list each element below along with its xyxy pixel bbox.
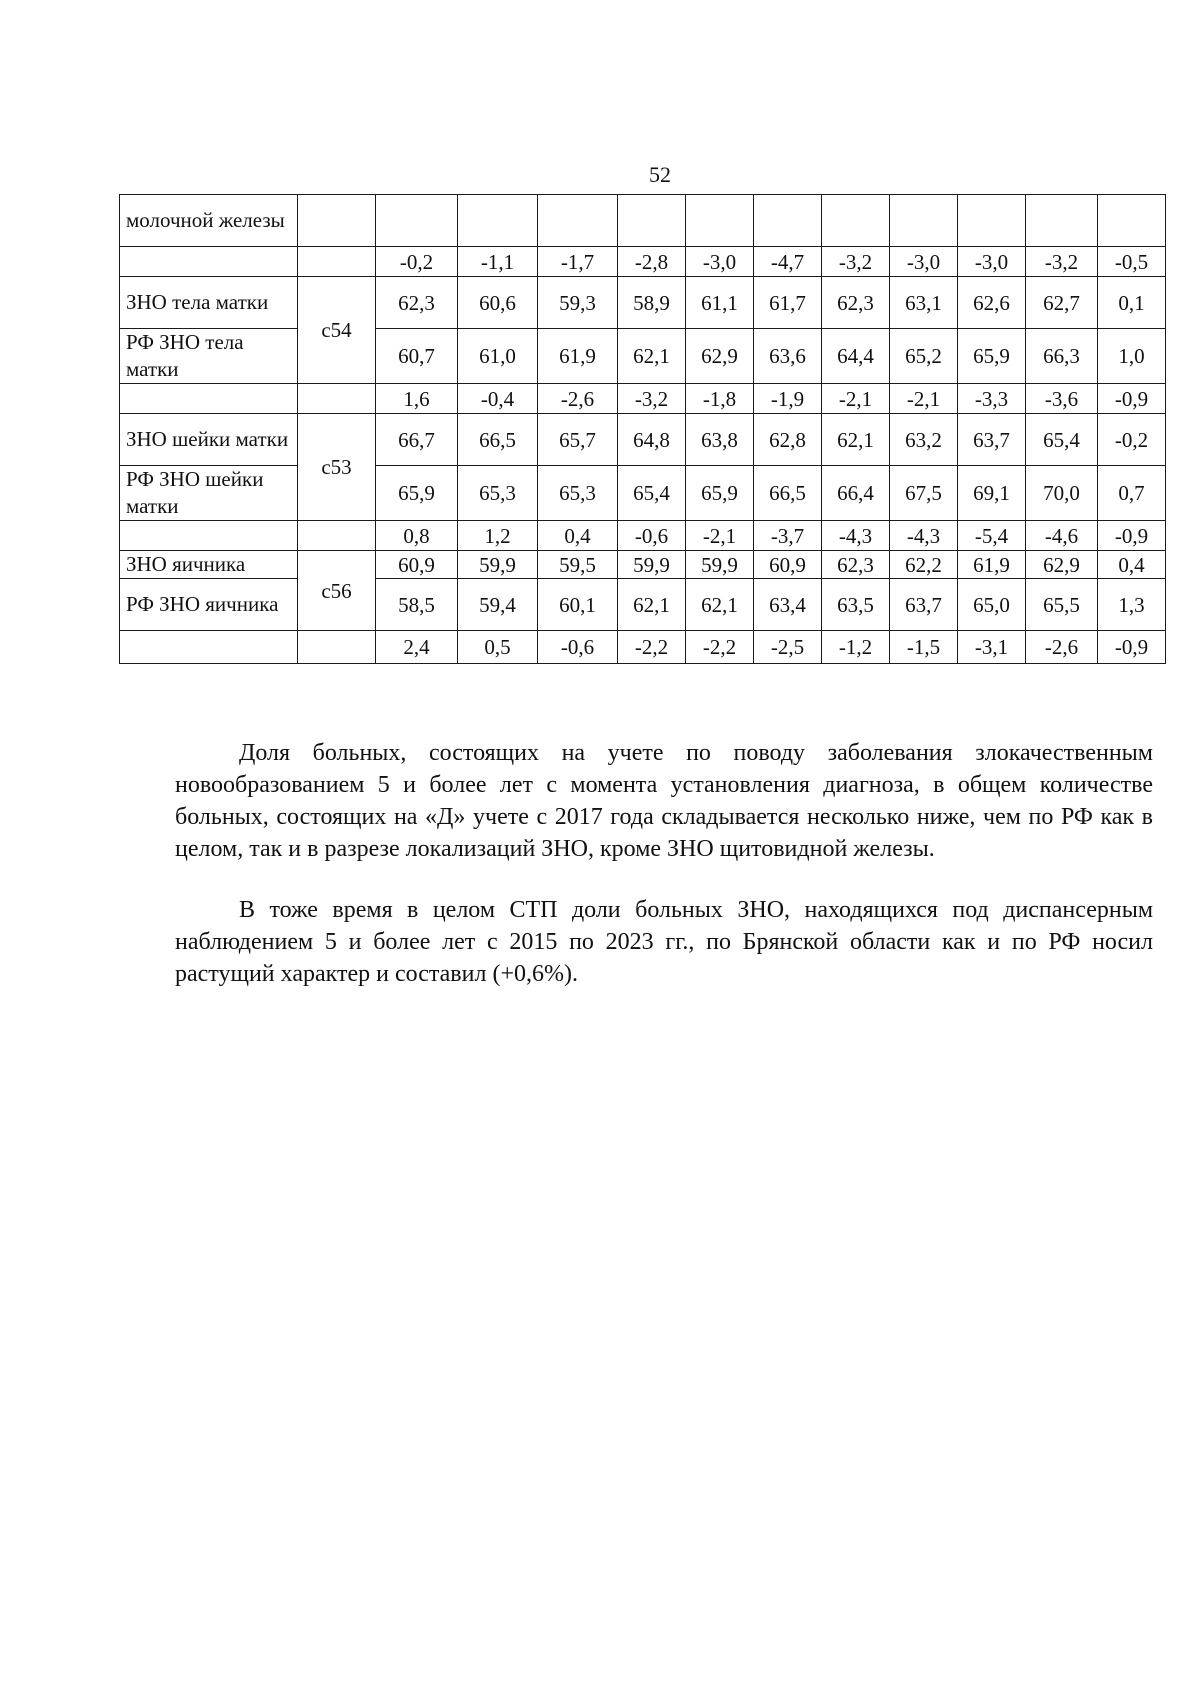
row-label: РФ ЗНО шейки матки <box>120 466 298 521</box>
value-cell: -4,7 <box>754 247 822 277</box>
table-body <box>120 195 1166 664</box>
value-cell: 1,6 <box>376 384 458 414</box>
value-cell: -0,9 <box>1098 384 1166 414</box>
value-cell: 63,7 <box>958 414 1026 466</box>
row-label <box>120 631 298 664</box>
code-cell <box>298 384 376 414</box>
value-cell: 61,0 <box>458 329 538 384</box>
value-cell: -0,5 <box>1098 247 1166 277</box>
table-row <box>120 579 1166 631</box>
value-cell: -3,1 <box>958 631 1026 664</box>
value-cell: -1,1 <box>458 247 538 277</box>
value-cell: 1,3 <box>1098 579 1166 631</box>
page-number: 52 <box>649 162 671 187</box>
value-cell <box>538 195 618 247</box>
value-cell: 65,3 <box>538 466 618 521</box>
value-cell: -3,3 <box>958 384 1026 414</box>
table-row <box>120 247 1166 277</box>
value-cell: -3,6 <box>1026 384 1098 414</box>
value-cell: 66,5 <box>458 414 538 466</box>
value-cell: 65,4 <box>1026 414 1098 466</box>
value-cell: -1,2 <box>822 631 890 664</box>
value-cell: -2,2 <box>686 631 754 664</box>
value-cell: 58,5 <box>376 579 458 631</box>
row-label <box>120 247 298 277</box>
value-cell <box>686 195 754 247</box>
value-cell: -1,8 <box>686 384 754 414</box>
value-cell: 62,6 <box>958 277 1026 329</box>
value-cell: 0,4 <box>538 521 618 551</box>
table-row <box>120 521 1166 551</box>
value-cell: -2,6 <box>1026 631 1098 664</box>
value-cell: -1,5 <box>890 631 958 664</box>
value-cell: 63,8 <box>686 414 754 466</box>
value-cell: 62,1 <box>618 579 686 631</box>
value-cell <box>618 195 686 247</box>
paragraph-2-text: В тоже время в целом СТП доли больных ЗНО, находящихся под диспансерным наблюдением 5 и более лет с 2015 по 2023 гг., по Брянской области как и по РФ носил растущий характер и составил (+0,6%). <box>175 897 1153 987</box>
value-cell: -3,2 <box>1026 247 1098 277</box>
value-cell: -0,9 <box>1098 521 1166 551</box>
value-cell: 0,4 <box>1098 551 1166 579</box>
value-cell: 59,9 <box>618 551 686 579</box>
value-cell: 60,9 <box>376 551 458 579</box>
value-cell: -2,1 <box>686 521 754 551</box>
value-cell: 62,3 <box>376 277 458 329</box>
value-cell: 62,1 <box>822 414 890 466</box>
value-cell: -1,7 <box>538 247 618 277</box>
code-cell: с56 <box>298 551 376 631</box>
value-cell: -0,6 <box>618 521 686 551</box>
table-row <box>120 277 1166 329</box>
value-cell: 64,4 <box>822 329 890 384</box>
value-cell: 62,9 <box>1026 551 1098 579</box>
code-cell <box>298 631 376 664</box>
code-cell <box>298 521 376 551</box>
value-cell: 63,4 <box>754 579 822 631</box>
value-cell: -3,7 <box>754 521 822 551</box>
value-cell: -2,8 <box>618 247 686 277</box>
paragraph-1 <box>175 737 1153 865</box>
row-label: РФ ЗНО тела матки <box>120 329 298 384</box>
value-cell: 65,4 <box>618 466 686 521</box>
value-cell: 65,7 <box>538 414 618 466</box>
value-cell <box>1026 195 1098 247</box>
value-cell: 59,5 <box>538 551 618 579</box>
value-cell: -4,6 <box>1026 521 1098 551</box>
value-cell: -3,0 <box>890 247 958 277</box>
value-cell: 61,1 <box>686 277 754 329</box>
value-cell: -4,3 <box>890 521 958 551</box>
value-cell: 62,8 <box>754 414 822 466</box>
value-cell: 0,8 <box>376 521 458 551</box>
value-cell: 66,3 <box>1026 329 1098 384</box>
row-label: ЗНО тела матки <box>120 277 298 329</box>
value-cell: -3,0 <box>958 247 1026 277</box>
value-cell: -0,2 <box>1098 414 1166 466</box>
value-cell: 67,5 <box>890 466 958 521</box>
value-cell: 59,9 <box>686 551 754 579</box>
value-cell: -2,5 <box>754 631 822 664</box>
value-cell: 62,3 <box>822 551 890 579</box>
value-cell: 62,1 <box>618 329 686 384</box>
value-cell <box>754 195 822 247</box>
row-label: ЗНО яичника <box>120 551 298 579</box>
value-cell <box>958 195 1026 247</box>
value-cell: 60,1 <box>538 579 618 631</box>
value-cell: -0,4 <box>458 384 538 414</box>
row-label: молочной железы <box>120 195 298 247</box>
value-cell: 65,3 <box>458 466 538 521</box>
value-cell: 0,1 <box>1098 277 1166 329</box>
value-cell: 2,4 <box>376 631 458 664</box>
value-cell: 60,7 <box>376 329 458 384</box>
value-cell: -2,1 <box>890 384 958 414</box>
code-cell <box>298 195 376 247</box>
row-label: РФ ЗНО яичника <box>120 579 298 631</box>
table-row <box>120 384 1166 414</box>
value-cell: 66,4 <box>822 466 890 521</box>
value-cell: 63,6 <box>754 329 822 384</box>
data-table <box>119 194 1166 664</box>
value-cell: -1,9 <box>754 384 822 414</box>
value-cell: -3,2 <box>618 384 686 414</box>
row-label <box>120 384 298 414</box>
value-cell: 59,9 <box>458 551 538 579</box>
table-row <box>120 414 1166 466</box>
row-label <box>120 521 298 551</box>
value-cell: 59,3 <box>538 277 618 329</box>
value-cell: 66,5 <box>754 466 822 521</box>
value-cell: -2,2 <box>618 631 686 664</box>
value-cell: 65,9 <box>958 329 1026 384</box>
value-cell: 59,4 <box>458 579 538 631</box>
value-cell: -4,3 <box>822 521 890 551</box>
value-cell: 62,1 <box>686 579 754 631</box>
value-cell: 65,9 <box>376 466 458 521</box>
value-cell: -3,2 <box>822 247 890 277</box>
table-row <box>120 329 1166 384</box>
value-cell: 58,9 <box>618 277 686 329</box>
value-cell: 62,9 <box>686 329 754 384</box>
value-cell: 1,0 <box>1098 329 1166 384</box>
value-cell: 70,0 <box>1026 466 1098 521</box>
paragraph-1-text: Доля больных, состоящих на учете по поводу заболевания злокачественным новообразованием 5 и более лет с момента установления диагноза, в общем количестве больных, состоящих на «Д» учете с 2017 года складывается несколько ниже, чем по РФ как в целом, так и в разрезе локализаций ЗНО, кроме ЗНО щитовидной железы. <box>175 740 1153 862</box>
value-cell: 64,8 <box>618 414 686 466</box>
value-cell: 62,2 <box>890 551 958 579</box>
value-cell: 61,9 <box>958 551 1026 579</box>
value-cell: 65,9 <box>686 466 754 521</box>
value-cell: -3,0 <box>686 247 754 277</box>
value-cell <box>1098 195 1166 247</box>
value-cell: 60,6 <box>458 277 538 329</box>
value-cell: 66,7 <box>376 414 458 466</box>
value-cell: 61,9 <box>538 329 618 384</box>
value-cell: 0,7 <box>1098 466 1166 521</box>
value-cell: 63,7 <box>890 579 958 631</box>
value-cell: -0,2 <box>376 247 458 277</box>
value-cell: 60,9 <box>754 551 822 579</box>
value-cell: 62,7 <box>1026 277 1098 329</box>
value-cell: -2,6 <box>538 384 618 414</box>
table-row <box>120 631 1166 664</box>
value-cell <box>890 195 958 247</box>
value-cell: -5,4 <box>958 521 1026 551</box>
table-row <box>120 466 1166 521</box>
value-cell: -0,6 <box>538 631 618 664</box>
value-cell <box>458 195 538 247</box>
value-cell: 65,5 <box>1026 579 1098 631</box>
value-cell <box>376 195 458 247</box>
value-cell: 61,7 <box>754 277 822 329</box>
table-row <box>120 551 1166 579</box>
value-cell: 63,1 <box>890 277 958 329</box>
row-label: ЗНО шейки матки <box>120 414 298 466</box>
value-cell: -0,9 <box>1098 631 1166 664</box>
value-cell: 65,0 <box>958 579 1026 631</box>
value-cell: 63,2 <box>890 414 958 466</box>
value-cell: 0,5 <box>458 631 538 664</box>
value-cell <box>822 195 890 247</box>
code-cell: с53 <box>298 414 376 521</box>
value-cell: 69,1 <box>958 466 1026 521</box>
table-row <box>120 195 1166 247</box>
value-cell: 65,2 <box>890 329 958 384</box>
value-cell: -2,1 <box>822 384 890 414</box>
paragraph-2 <box>175 894 1153 990</box>
code-cell: с54 <box>298 277 376 384</box>
value-cell: 63,5 <box>822 579 890 631</box>
value-cell: 62,3 <box>822 277 890 329</box>
code-cell <box>298 247 376 277</box>
value-cell: 1,2 <box>458 521 538 551</box>
